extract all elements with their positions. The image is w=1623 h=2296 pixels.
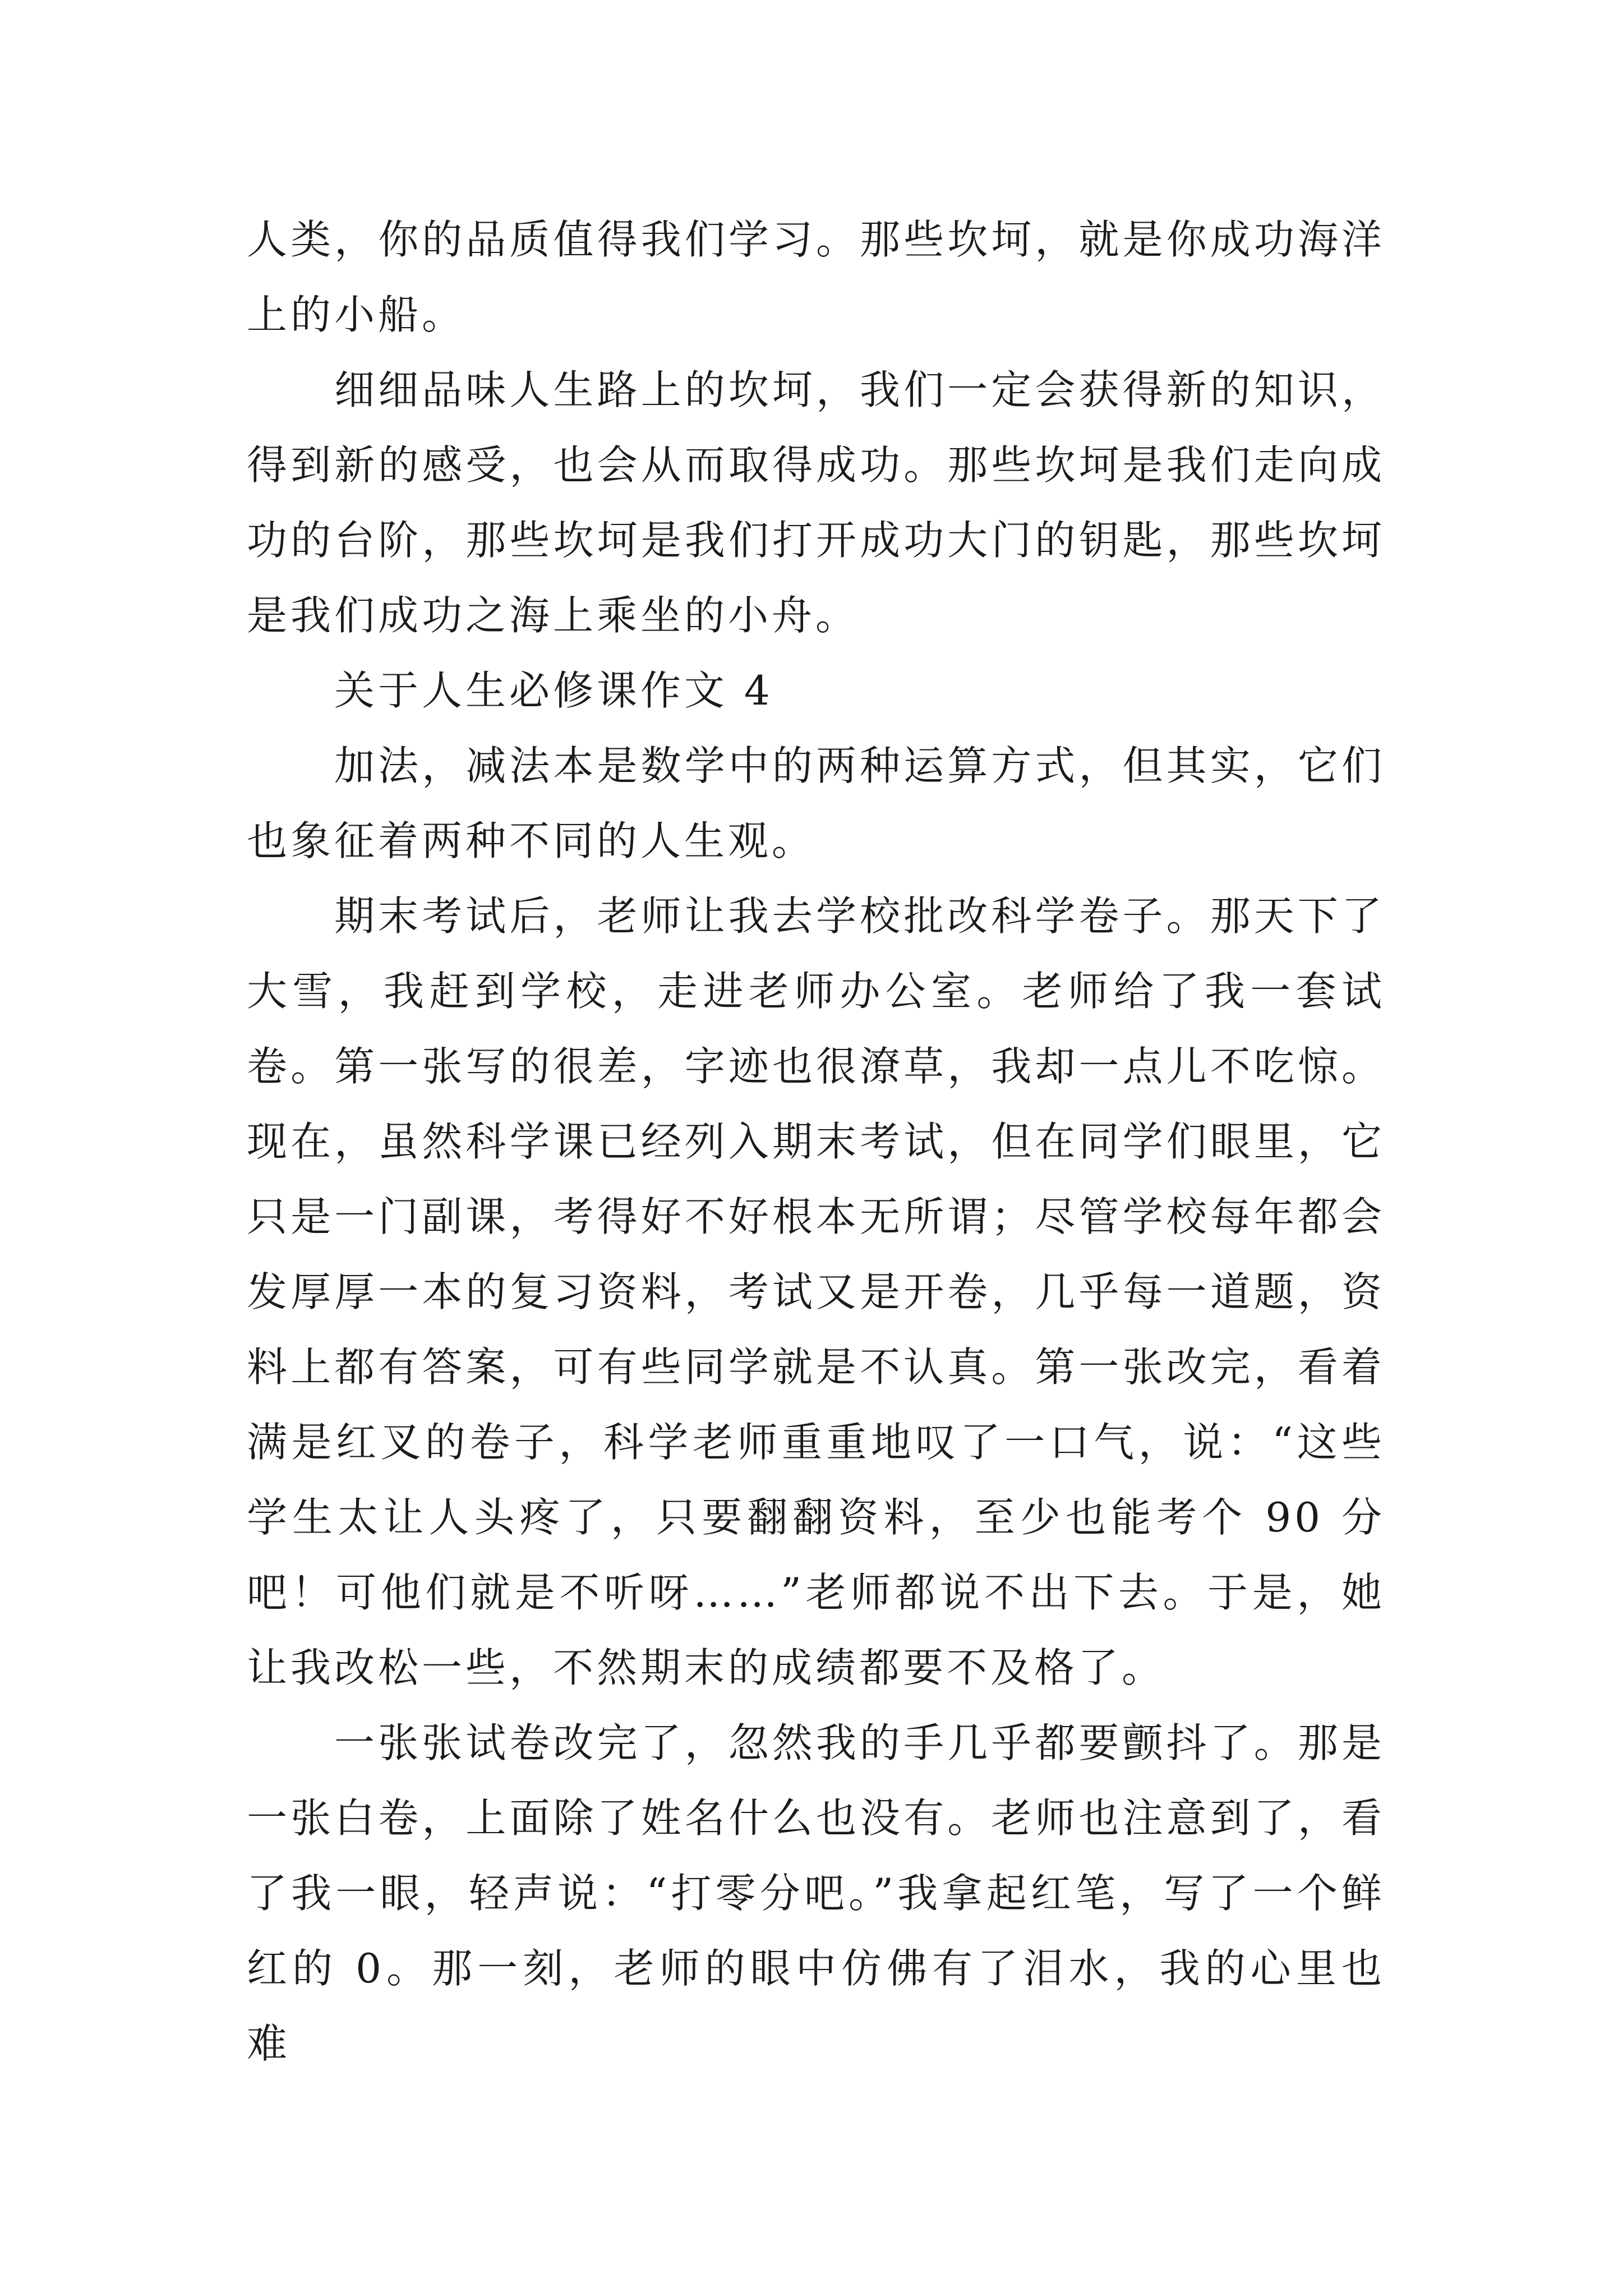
paragraph: 一张张试卷改完了，忽然我的手几乎都要颤抖了。那是一张白卷，上面除了姓名什么也没有。老师也注意到了，看了我一眼，轻声说：“打零分吧。”我拿起红笔，写了一个鲜红的 0。那一刻，老师的眼中仿佛有了泪水，我的心里也难 [247, 1719, 1385, 2067]
paragraph: 加法，减法本是数学中的两种运算方式，但其实，它们也象征着两种不同的人生观。 [247, 742, 1385, 864]
essay-body [247, 202, 1385, 2081]
paragraph-continuation: 人类，你的品质值得我们学习。那些坎坷，就是你成功海洋上的小船。 [247, 216, 1385, 338]
paragraph: 细细品味人生路上的坎坷，我们一定会获得新的知识，得到新的感受，也会从而取得成功。那些坎坷是我们走向成功的台阶，那些坎坷是我们打开成功大门的钥匙，那些坎坷是我们成功之海上乘坐的小舟。 [247, 366, 1385, 639]
paragraph: 期末考试后，老师让我去学校批改科学卷子。那天下了大雪，我赶到学校，走进老师办公室。老师给了我一套试卷。第一张写的很差，字迹也很潦草，我却一点儿不吃惊。现在，虽然科学课已经列入期末考试，但在同学们眼里，它只是一门副课，考得好不好根本无所谓；尽管学校每年都会发厚厚一本的复习资料，考试又是开卷，几乎每一道题，资料上都有答案，可有些同学就是不认真。第一张改完，看着满是红叉的卷子，科学老师重重地叹了一口气，说：“这些学生太让人头疼了，只要翻翻资料，至少也能考个 90 分吧！可他们就是不听呀……”老师都说不出下去。于是，她让我改松一些，不然期末的成绩都要不及格了。 [247, 892, 1385, 1691]
essay-heading: 关于人生必修课作文 4 [334, 667, 773, 714]
